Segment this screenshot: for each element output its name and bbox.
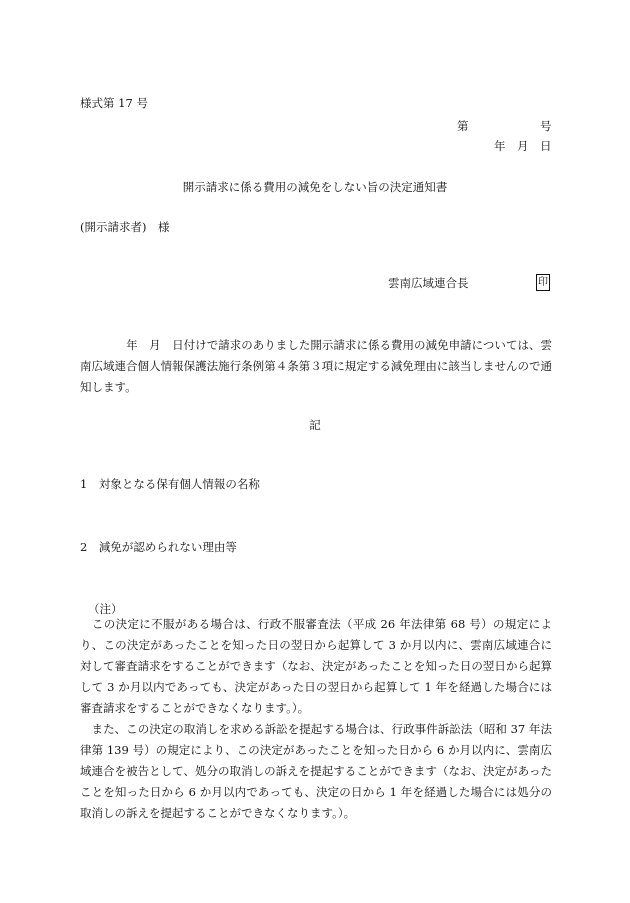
ki-heading: 記 [309,418,321,432]
document-title: 開示請求に係る費用の減免をしない旨の決定通知書 [182,180,448,194]
addressee: (開示請求者) 様 [80,220,170,234]
main-body-text: 年 月 日付けで請求のありました開示請求に係る費用の減免申請については、雲南広域連合個人情報保護法施行条例第４条第３項に規定する減免理由に該当しませんので通知します。 [80,338,552,394]
item-1: 1 対象となる保有個人情報の名称 [80,477,260,491]
note-heading: （注） [88,602,123,616]
form-number: 様式第 17 号 [80,96,148,110]
seal-mark: 印 [536,274,550,291]
note-paragraph-1: この決定に不服がある場合は、行政不服審査法（平成 26 年法律第 68 号）の規定により、この決定があったことを知った日の翌日から起算して 3 か月以内に、雲南広域連合に対して審査請求をすることができます（なお、決定があったことを知った日の翌日から起算して 3 か月以内であっても、決定があった日の翌日から起算して 1 年を経過した場合には審査請求をすることができなくなります。）。 [80,617,552,715]
item-2: 2 減免が認められない理由等 [80,540,237,554]
issuer: 雲南広域連合長 [388,276,469,290]
note-paragraph-2: また、この決定の取消しを求める訴訟を提起する場合は、行政事件訴訟法（昭和 37 年法律第 139 号）の規定により、この決定があったことを知った日から 6 か月以内に、雲南広域連合を被告として、処分の取消しの訴えを提起することができます（なお、決定があったことを知った日から 6 か月以内であっても、決定の日から 1 年を経過した場合には処分の取消しの訴えを提起することができなくなります。）。 [80,722,552,820]
document-number-suffix: 号 [540,119,552,133]
date-line: 年 月 日 [494,139,552,153]
document-number-prefix: 第 [457,119,469,133]
